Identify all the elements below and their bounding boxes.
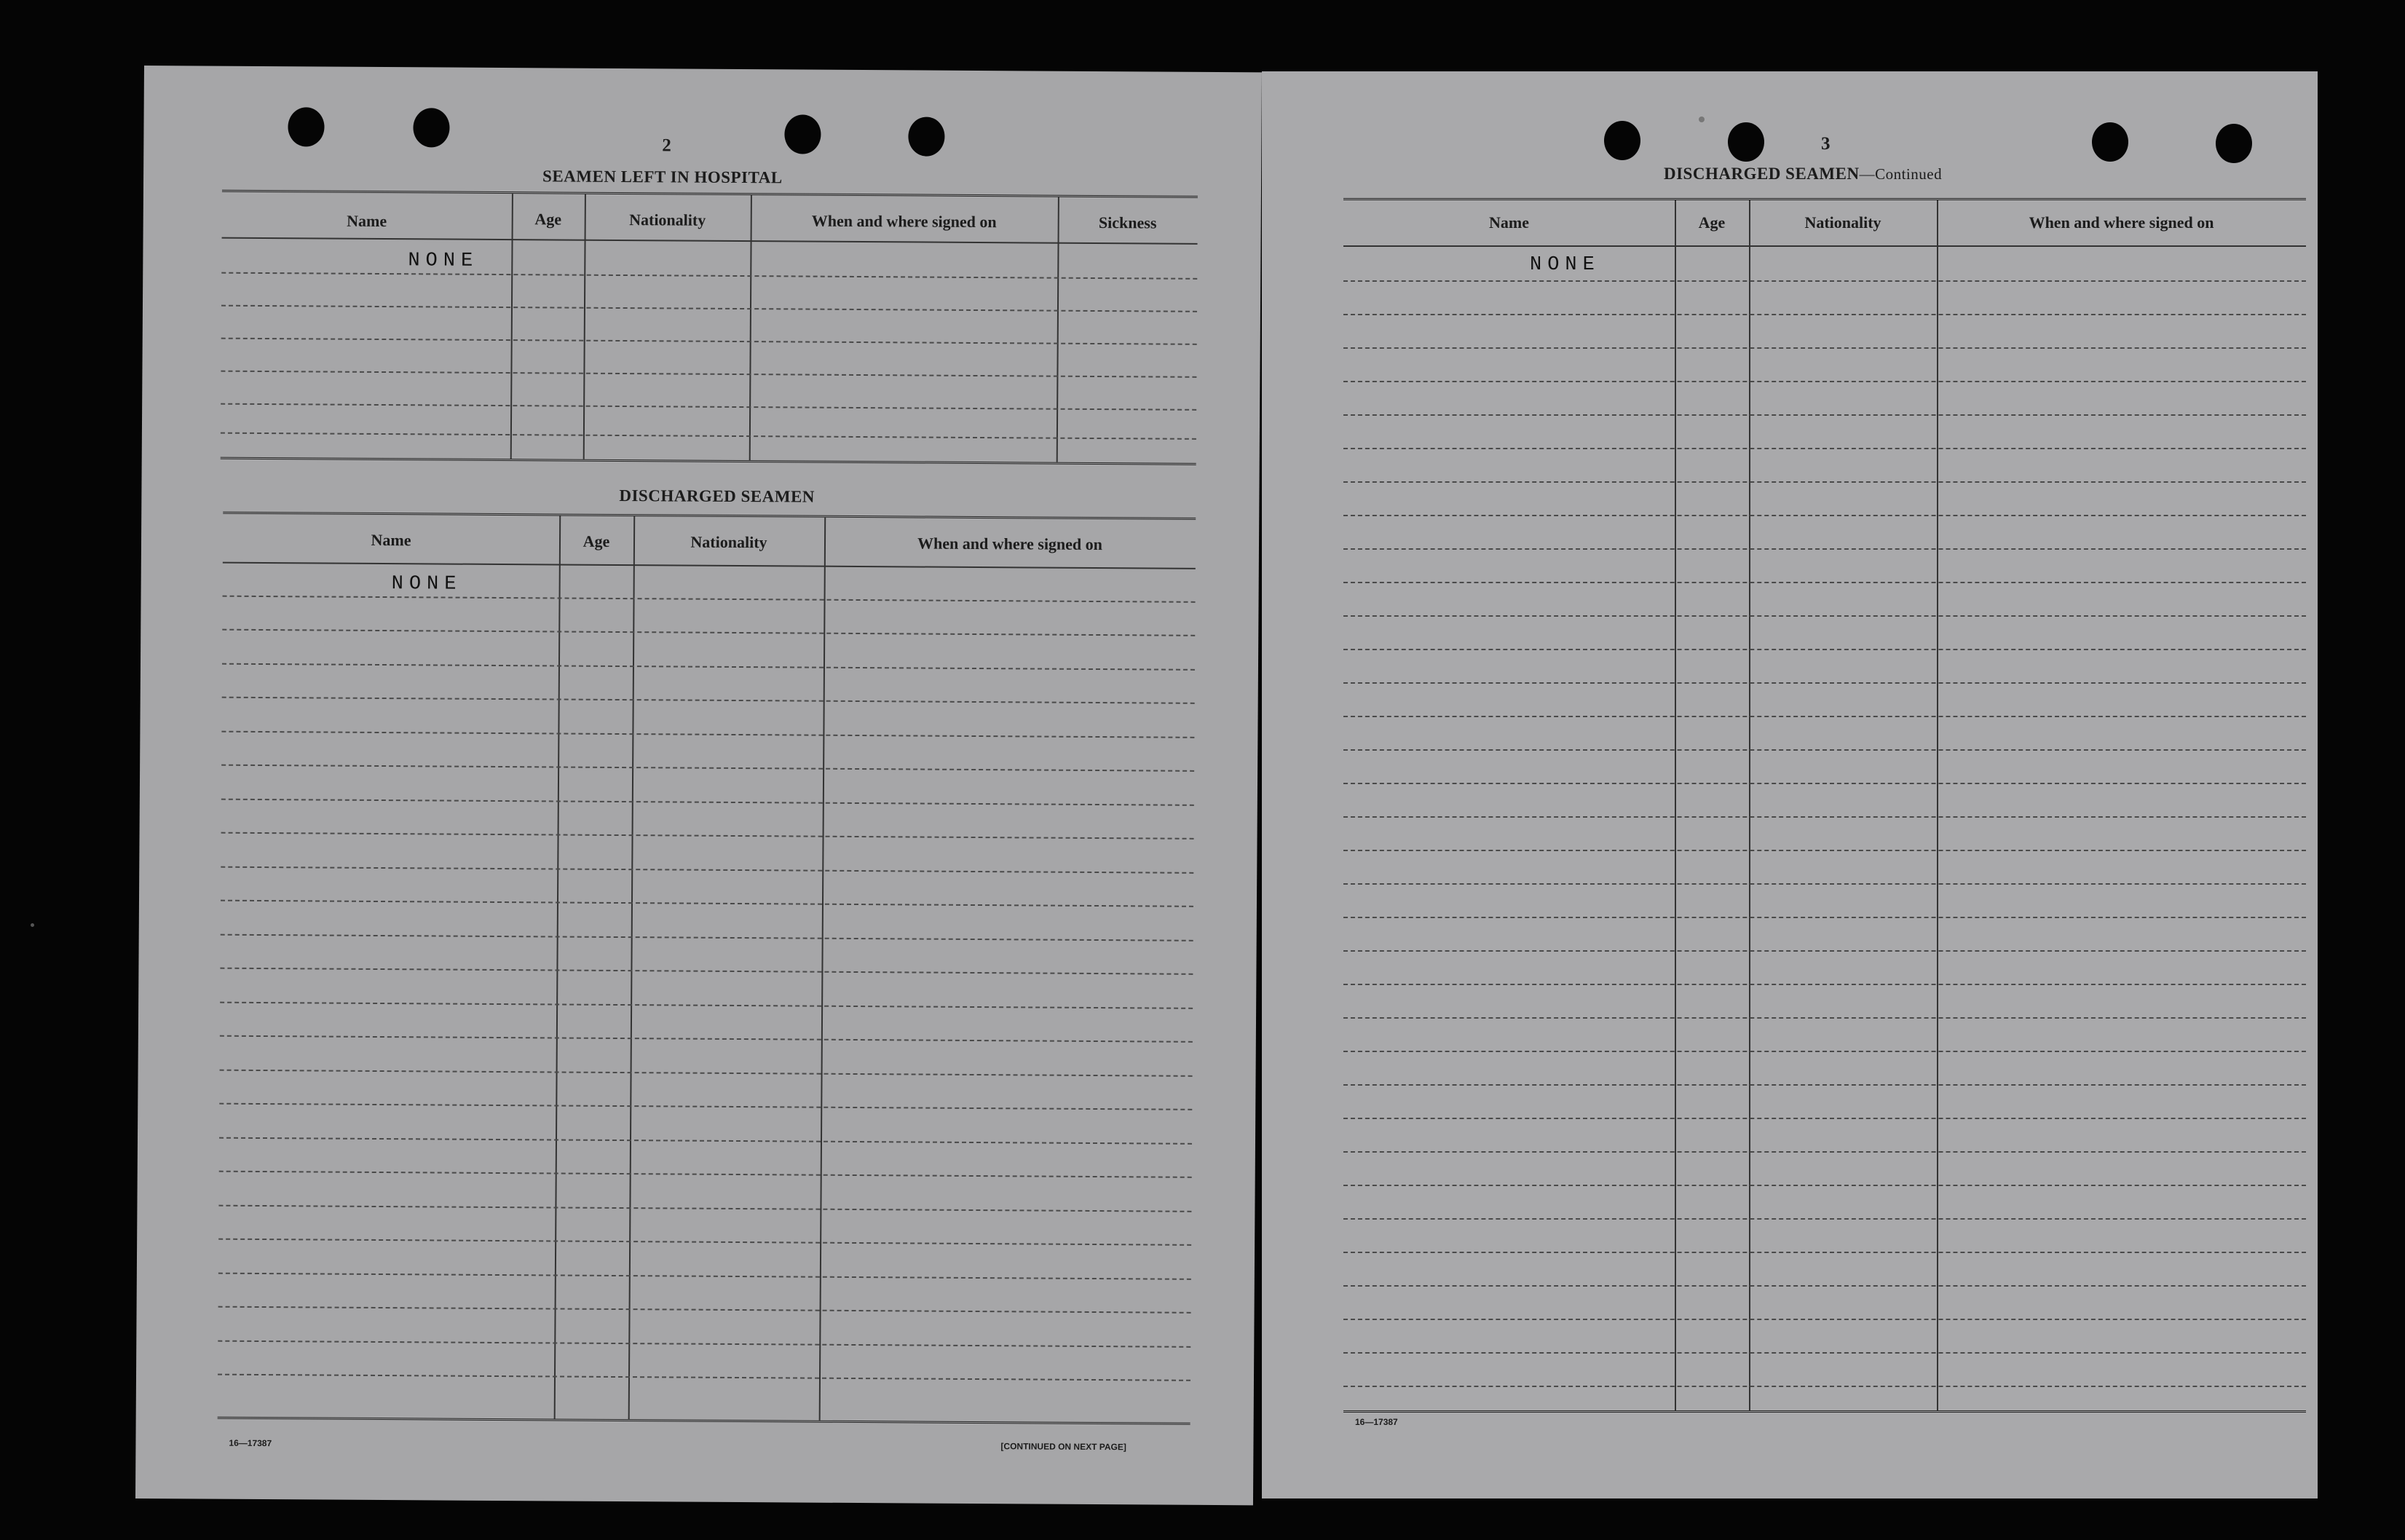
table-row bbox=[1343, 649, 2306, 650]
column-rule bbox=[628, 516, 636, 1419]
column-rule bbox=[583, 194, 586, 459]
table-row bbox=[1343, 749, 2306, 751]
table-row bbox=[1343, 414, 2306, 416]
col-header-signed-on: When and where signed on bbox=[917, 534, 1103, 554]
table-row bbox=[1343, 481, 2306, 483]
speck bbox=[1699, 117, 1705, 122]
header-rule bbox=[223, 562, 1196, 569]
table-row bbox=[221, 731, 1194, 738]
table-row bbox=[220, 968, 1193, 975]
table-row bbox=[223, 596, 1196, 603]
table-row bbox=[1343, 314, 2306, 315]
table-row bbox=[1343, 1118, 2306, 1119]
table-row bbox=[218, 1239, 1191, 1246]
col-header-sickness: Sickness bbox=[1098, 213, 1157, 232]
table-row bbox=[221, 371, 1196, 378]
column-rule bbox=[749, 195, 752, 460]
column-rule bbox=[1057, 197, 1059, 462]
title-suffix: —Continued bbox=[1859, 165, 1943, 183]
table-row bbox=[1343, 783, 2306, 784]
table-row bbox=[1343, 682, 2306, 684]
punch-hole bbox=[784, 114, 821, 154]
table-row bbox=[1343, 950, 2306, 952]
column-rule bbox=[819, 518, 826, 1421]
table-row bbox=[1343, 1051, 2306, 1052]
table-row bbox=[221, 765, 1194, 772]
table-row bbox=[1343, 1386, 2306, 1387]
table-row bbox=[218, 1340, 1190, 1348]
table-row bbox=[218, 1374, 1190, 1381]
table-row bbox=[1343, 1084, 2306, 1086]
col-header-name: Name bbox=[371, 530, 411, 550]
discharged-continued-table bbox=[1343, 198, 2306, 1413]
table-row bbox=[1343, 1151, 2306, 1153]
punch-hole bbox=[908, 117, 944, 156]
col-header-nationality: Nationality bbox=[629, 210, 706, 229]
discharged-continued-entry: NONE bbox=[1530, 254, 1600, 276]
left-page bbox=[135, 66, 1262, 1505]
discharged-section-title: DISCHARGED SEAMEN bbox=[619, 486, 816, 506]
col-header-age: Age bbox=[534, 210, 562, 229]
discharged-entry: NONE bbox=[391, 573, 462, 596]
discharged-table bbox=[218, 512, 1196, 1425]
punch-hole bbox=[2092, 122, 2128, 162]
table-row bbox=[1343, 883, 2306, 885]
hospital-table bbox=[221, 190, 1198, 465]
table-row bbox=[1343, 515, 2306, 516]
table-row bbox=[220, 1070, 1193, 1077]
header-rule bbox=[222, 237, 1198, 245]
table-row bbox=[1343, 280, 2306, 282]
right-page bbox=[1262, 71, 2318, 1498]
table-row bbox=[1343, 1319, 2306, 1320]
col-header-signed-on: When and where signed on bbox=[811, 211, 997, 232]
table-row bbox=[1343, 1218, 2306, 1220]
punch-hole bbox=[2216, 124, 2252, 163]
header-rule bbox=[1343, 245, 2306, 247]
col-header-name: Name bbox=[347, 211, 387, 231]
hospital-entry: NONE bbox=[408, 250, 479, 272]
table-row bbox=[1343, 1252, 2306, 1253]
col-header-age: Age bbox=[583, 532, 610, 550]
col-header-nationality: Nationality bbox=[1804, 213, 1881, 232]
table-row bbox=[222, 697, 1195, 704]
col-header-name: Name bbox=[1489, 213, 1529, 232]
punch-hole bbox=[1728, 122, 1764, 162]
table-row bbox=[221, 866, 1193, 874]
table-row bbox=[1343, 816, 2306, 818]
table-row bbox=[220, 1035, 1193, 1043]
table-row bbox=[221, 305, 1197, 312]
table-row bbox=[221, 403, 1196, 411]
col-header-signed-on: When and where signed on bbox=[2029, 213, 2214, 232]
page-number: 2 bbox=[662, 135, 671, 156]
title-main: DISCHARGED SEAMEN bbox=[1664, 165, 1860, 183]
hospital-section-title: SEAMEN LEFT IN HOSPITAL bbox=[542, 167, 783, 187]
table-row bbox=[221, 799, 1194, 806]
col-header-age: Age bbox=[1698, 213, 1726, 232]
col-header-nationality: Nationality bbox=[690, 532, 767, 552]
form-number: 16—17387 bbox=[1355, 1417, 1398, 1427]
table-row bbox=[219, 1103, 1192, 1110]
table-row bbox=[218, 1205, 1191, 1212]
table-row bbox=[221, 934, 1193, 941]
table-row bbox=[219, 1137, 1192, 1145]
table-row bbox=[1343, 1285, 2306, 1287]
table-row bbox=[1343, 716, 2306, 717]
page-number: 3 bbox=[1821, 134, 1831, 154]
speck bbox=[31, 923, 34, 927]
table-row bbox=[218, 1306, 1191, 1314]
form-number: 16—17387 bbox=[229, 1437, 272, 1449]
table-row bbox=[1343, 1017, 2306, 1019]
table-row bbox=[1343, 381, 2306, 382]
table-row bbox=[218, 1273, 1191, 1280]
table-row bbox=[222, 663, 1195, 671]
table-row bbox=[1343, 448, 2306, 449]
table-row bbox=[1343, 917, 2306, 918]
punch-hole bbox=[413, 108, 449, 147]
table-row bbox=[221, 433, 1196, 440]
table-row bbox=[1343, 984, 2306, 985]
table-row bbox=[1343, 1352, 2306, 1354]
table-row bbox=[1343, 1185, 2306, 1186]
table-row bbox=[222, 629, 1195, 636]
table-row bbox=[1343, 582, 2306, 583]
table-row bbox=[1343, 615, 2306, 617]
table-row bbox=[1343, 850, 2306, 851]
discharged-continued-title bbox=[1664, 165, 1942, 183]
table-row bbox=[1343, 548, 2306, 550]
column-rule bbox=[554, 516, 561, 1418]
table-row bbox=[220, 1002, 1193, 1009]
punch-hole bbox=[288, 107, 324, 146]
continued-note: [CONTINUED ON NEXT PAGE] bbox=[1000, 1441, 1126, 1453]
column-rule bbox=[510, 194, 513, 459]
table-row bbox=[221, 900, 1193, 907]
table-row bbox=[221, 272, 1197, 280]
table-row bbox=[221, 832, 1194, 840]
table-row bbox=[1343, 347, 2306, 349]
table-row bbox=[221, 338, 1197, 345]
table-row bbox=[219, 1171, 1192, 1178]
punch-hole bbox=[1604, 121, 1640, 160]
